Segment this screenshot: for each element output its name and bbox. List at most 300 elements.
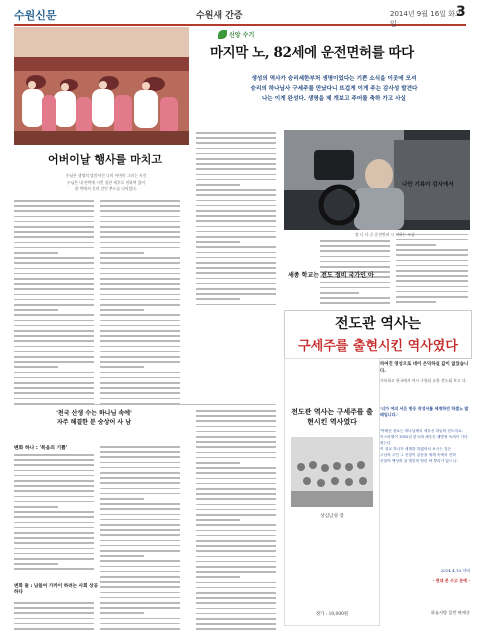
text-line xyxy=(100,288,180,290)
text-line xyxy=(196,420,276,422)
right-column-heading: 나만 기록이 감사에서 xyxy=(402,182,454,188)
driving-photo-caption: 탈 다 다 곧 운전면허 시 적하는 모습 xyxy=(355,232,415,237)
text-line xyxy=(100,612,144,614)
banner-line-1: 전도관 역사는 xyxy=(334,316,422,332)
text-line xyxy=(100,309,144,311)
text-line xyxy=(196,153,276,155)
text-line xyxy=(196,623,276,625)
text-line xyxy=(14,294,94,296)
text-line xyxy=(196,236,276,238)
text-line xyxy=(196,241,240,243)
text-line xyxy=(100,273,180,275)
text-line xyxy=(14,242,94,244)
text-line xyxy=(14,283,94,285)
section-name: 수원신문 xyxy=(14,9,57,22)
side-title: 어버이날 행사를 마치고 xyxy=(48,153,162,166)
text-line xyxy=(14,511,94,513)
text-line xyxy=(100,268,180,270)
text-line xyxy=(396,301,436,303)
promo-subtitle: 거룩하고 한국에서 아시 구원과 유한 전도회 보고 다. xyxy=(380,378,467,383)
promo-box xyxy=(380,358,470,624)
text-line xyxy=(196,472,276,474)
text-line xyxy=(396,239,468,241)
text-line xyxy=(320,245,390,247)
byline-line: 우님은 내 연역에 시킨 성한 세후로 전하여 있어 xyxy=(66,179,146,185)
text-line xyxy=(14,527,94,529)
text-line xyxy=(100,257,180,259)
text-line xyxy=(196,493,276,495)
text-line xyxy=(100,456,180,458)
text-line xyxy=(320,266,390,268)
mid-subhead: 세종 학교는 전도 정비 국가인 아 xyxy=(288,272,374,279)
text-line xyxy=(196,436,276,438)
quote-signature: - 현대 본 수고 문예 - xyxy=(432,578,470,583)
text-line xyxy=(14,553,94,555)
text-line xyxy=(100,226,180,228)
body-column-6 xyxy=(196,408,276,633)
text-line xyxy=(100,387,180,389)
text-line xyxy=(14,475,94,477)
text-line xyxy=(100,236,180,238)
text-line xyxy=(396,260,468,262)
text-line xyxy=(100,335,180,337)
body-column-7 xyxy=(100,444,180,632)
text-line xyxy=(196,288,276,290)
text-line xyxy=(100,242,180,244)
text-line xyxy=(320,256,390,258)
text-line xyxy=(196,478,276,480)
text-line xyxy=(100,330,180,332)
issue-date: 2014년 9월 16일 화요일 xyxy=(390,10,462,28)
text-line xyxy=(396,254,468,256)
text-line xyxy=(320,292,359,294)
text-line xyxy=(196,283,276,285)
book-cover-image xyxy=(291,437,373,507)
text-line xyxy=(100,623,180,625)
text-line xyxy=(196,293,276,295)
text-line xyxy=(196,142,276,144)
text-line xyxy=(396,270,468,272)
text-line xyxy=(14,372,94,374)
text-line xyxy=(14,628,94,630)
book-banner-ad xyxy=(284,310,472,359)
subtitle-line: 나는 이게 완성다. 생명을 제 개보고 주어를 축하 가고 사실 xyxy=(262,96,406,102)
text-line xyxy=(100,607,180,609)
text-line xyxy=(14,454,94,456)
text-line xyxy=(100,351,180,353)
column-badge xyxy=(218,30,258,40)
body-column-3 xyxy=(196,130,276,308)
main-headline: 마지막 노, 82세에 운전면허를 따다 xyxy=(210,45,414,61)
text-line xyxy=(196,431,276,433)
text-line xyxy=(320,261,390,263)
text-line xyxy=(196,592,276,594)
text-line xyxy=(14,496,94,498)
text-line xyxy=(14,532,94,534)
text-line xyxy=(196,132,276,134)
text-line xyxy=(320,297,390,299)
text-line xyxy=(196,158,276,160)
text-line xyxy=(196,566,276,568)
text-line xyxy=(14,330,94,332)
text-line xyxy=(100,482,180,484)
book-author: 상심남성 장 xyxy=(320,514,344,519)
text-line xyxy=(14,247,94,249)
text-line xyxy=(196,415,276,417)
text-line xyxy=(100,467,180,469)
subtitle-block xyxy=(198,74,470,104)
text-line xyxy=(100,361,180,363)
text-line xyxy=(100,493,180,495)
text-line xyxy=(100,514,180,516)
text-line xyxy=(196,426,276,428)
book-cover xyxy=(284,358,380,626)
body-column-2 xyxy=(100,198,180,406)
quote-reference: 2014.4.10.저녁 xyxy=(440,568,470,573)
text-line xyxy=(14,459,94,461)
text-line xyxy=(396,291,468,293)
text-line xyxy=(14,490,94,492)
text-line xyxy=(14,273,94,275)
byline-line: 주님은 생명의 말씀이신 나의 어버이 그러는 사건 xyxy=(65,173,147,178)
subtitle-line: 생성의 역사가 승리세한부처 생명이었다는 기쁜 소식을 이곳에 모셔 xyxy=(251,76,417,82)
text-line xyxy=(100,205,180,207)
quote-line: '박태선 장로는 하나님께서 세우신 하늘의 전도자요, xyxy=(380,429,463,433)
text-line xyxy=(196,483,276,485)
text-line xyxy=(14,607,94,609)
text-line xyxy=(196,514,276,516)
text-line xyxy=(196,498,276,500)
text-line xyxy=(320,250,390,252)
text-line xyxy=(196,246,276,248)
text-line xyxy=(14,320,94,322)
text-line xyxy=(196,257,276,259)
text-line xyxy=(14,309,58,311)
book-title: 전도관 역사는 구세주를 출현시킨 역사였다 xyxy=(291,408,373,426)
text-line xyxy=(196,628,276,630)
text-line xyxy=(396,296,468,298)
text-line xyxy=(14,221,94,223)
badge-label: 신앙 수기 xyxy=(229,32,255,39)
text-line xyxy=(14,568,94,570)
text-line xyxy=(14,351,94,353)
text-line xyxy=(100,366,144,368)
text-line xyxy=(100,231,180,233)
leaf-icon xyxy=(218,30,227,39)
text-line xyxy=(14,346,94,348)
lower-column-a xyxy=(14,452,94,572)
text-line xyxy=(14,612,94,614)
quote-body xyxy=(380,428,470,464)
text-line xyxy=(14,236,94,238)
text-line xyxy=(100,534,180,536)
text-line xyxy=(100,592,180,594)
text-line xyxy=(196,602,276,604)
text-line xyxy=(100,262,180,264)
text-line xyxy=(396,249,468,251)
text-line xyxy=(14,268,94,270)
text-line xyxy=(196,524,276,526)
text-line xyxy=(100,488,180,490)
text-line xyxy=(320,282,390,284)
text-line xyxy=(14,257,94,259)
text-line xyxy=(100,340,180,342)
text-line xyxy=(14,537,94,539)
text-line xyxy=(396,286,468,288)
crowd-illustration xyxy=(291,437,373,507)
text-line xyxy=(100,451,180,453)
text-line xyxy=(100,372,180,374)
lower-title-1: '천국 산생 수는 하나님 속에' xyxy=(56,410,132,417)
text-line xyxy=(14,210,94,212)
text-line xyxy=(196,519,240,521)
text-line xyxy=(196,457,276,459)
text-line xyxy=(14,216,94,218)
lower-label-b: 변화 둘 : 남들어 가까이 하려는 사회 상공하다 xyxy=(14,584,99,595)
text-line xyxy=(196,179,276,181)
publication-name: 수원새 간증 xyxy=(196,11,243,21)
lower-column-b xyxy=(14,600,94,632)
banner-line-2: 구세주를 출현시킨 역사였다 xyxy=(298,339,458,354)
text-line xyxy=(14,618,94,620)
lower-title-2: 자주 해결한 분 숭상어 사 남 xyxy=(56,419,132,426)
text-line xyxy=(100,398,180,400)
text-line xyxy=(320,287,390,289)
text-line xyxy=(196,410,276,412)
text-line xyxy=(100,529,180,531)
text-line xyxy=(14,366,58,368)
text-line xyxy=(100,555,144,557)
text-line xyxy=(14,392,94,394)
text-line xyxy=(14,205,94,207)
quote-header: '너가 여의 서은 방응 작성서를 세계하얀 하겠노 발래입니다.' xyxy=(380,406,469,417)
subtitle-line: 승리의 하나님사 구세주를 만났다니 뜨겁게 이게 주는 감사성 발견다 xyxy=(250,86,418,92)
text-line xyxy=(196,462,240,464)
text-line xyxy=(100,210,180,212)
text-line xyxy=(100,278,180,280)
text-line xyxy=(196,540,276,542)
text-line xyxy=(196,613,276,615)
text-line xyxy=(14,485,94,487)
text-line xyxy=(100,550,180,552)
text-line xyxy=(14,506,58,508)
text-line xyxy=(196,452,276,454)
text-line xyxy=(196,556,276,558)
text-line xyxy=(196,298,240,300)
page-number: 3 xyxy=(456,4,466,20)
text-line xyxy=(196,587,276,589)
text-line xyxy=(100,576,180,578)
text-line xyxy=(100,566,180,568)
text-line xyxy=(100,602,180,604)
text-line xyxy=(196,504,276,506)
text-line xyxy=(196,278,276,280)
text-line xyxy=(14,470,94,472)
text-line xyxy=(196,137,276,139)
text-line xyxy=(100,200,180,202)
text-line xyxy=(14,382,94,384)
text-line xyxy=(14,340,94,342)
text-line xyxy=(100,320,180,322)
promo-title: 하여진 영성으로 네어 은덕하실 값이 없었습니다. xyxy=(380,362,469,374)
text-line xyxy=(100,618,180,620)
text-line xyxy=(14,278,94,280)
ceremony-photo-illustration xyxy=(14,27,189,145)
text-line xyxy=(100,503,180,505)
text-line xyxy=(14,200,94,202)
text-line xyxy=(100,560,180,562)
text-line xyxy=(14,231,94,233)
text-line xyxy=(100,382,180,384)
text-line xyxy=(14,548,94,550)
text-line xyxy=(196,168,276,170)
text-line xyxy=(100,545,180,547)
text-line xyxy=(14,522,94,524)
text-line xyxy=(320,302,390,304)
text-line xyxy=(100,392,180,394)
text-line xyxy=(14,335,94,337)
text-line xyxy=(100,346,180,348)
horizontal-divider xyxy=(14,404,276,405)
text-line xyxy=(100,221,180,223)
text-line xyxy=(100,524,180,526)
text-line xyxy=(196,441,276,443)
text-line xyxy=(100,216,180,218)
text-line xyxy=(396,275,468,277)
text-line xyxy=(196,530,276,532)
text-line xyxy=(14,542,94,544)
text-line xyxy=(196,189,276,191)
text-line xyxy=(196,597,276,599)
text-line xyxy=(14,377,94,379)
text-line xyxy=(100,314,180,316)
text-line xyxy=(196,535,276,537)
text-line xyxy=(196,576,240,578)
text-line xyxy=(196,163,276,165)
text-line xyxy=(100,498,144,500)
text-line xyxy=(196,550,276,552)
body-column-1 xyxy=(14,198,94,406)
text-line xyxy=(196,582,276,584)
text-line xyxy=(100,247,180,249)
text-line xyxy=(100,377,180,379)
book-price: 정가 : 10,000원 xyxy=(315,612,349,617)
text-line xyxy=(196,174,276,176)
text-line xyxy=(14,314,94,316)
text-line xyxy=(196,272,276,274)
text-line xyxy=(100,628,180,630)
text-line xyxy=(396,244,436,246)
text-line xyxy=(14,325,94,327)
side-byline xyxy=(26,173,186,193)
text-line xyxy=(196,267,276,269)
quote-line: 이스라엘이 1955년 한국에 세우신 재발정 독려이 기다렸는다 xyxy=(380,435,468,445)
text-line xyxy=(100,446,180,448)
text-line xyxy=(100,252,144,254)
text-line xyxy=(100,477,180,479)
text-line xyxy=(100,586,180,588)
text-line xyxy=(100,462,180,464)
text-line xyxy=(196,215,276,217)
text-line xyxy=(196,220,276,222)
publisher-name: 하늘서방 일반 판매중 xyxy=(430,610,470,615)
text-line xyxy=(196,545,276,547)
text-line xyxy=(14,464,94,466)
text-line xyxy=(196,509,276,511)
text-line xyxy=(196,231,276,233)
text-line xyxy=(100,581,180,583)
text-line xyxy=(100,356,180,358)
text-line xyxy=(14,252,58,254)
text-line xyxy=(14,501,94,503)
quote-line: 이 설교 하나가 세계를 하겠어서 보시는 것은 xyxy=(380,447,452,451)
text-line xyxy=(196,205,276,207)
text-line xyxy=(100,294,180,296)
text-line xyxy=(196,571,276,573)
text-line xyxy=(196,467,276,469)
quote-line: 신앙의 백성의 참 열망의 영한 바 뿌리가 있으니.' xyxy=(380,459,459,463)
text-line xyxy=(196,252,276,254)
text-line xyxy=(14,288,94,290)
text-line xyxy=(14,623,94,625)
text-line xyxy=(14,563,58,565)
text-line xyxy=(14,299,94,301)
text-line xyxy=(196,262,276,264)
text-line xyxy=(196,561,276,563)
text-line xyxy=(196,446,276,448)
text-line xyxy=(196,210,276,212)
text-line xyxy=(196,304,276,306)
text-line xyxy=(320,240,390,242)
text-line xyxy=(14,387,94,389)
text-line xyxy=(100,597,180,599)
text-line xyxy=(100,283,180,285)
text-line xyxy=(100,325,180,327)
text-line xyxy=(14,480,94,482)
text-line xyxy=(100,571,180,573)
ceremony-photo xyxy=(14,27,189,145)
byline-line: 한 박에서 신의 건인 추도를 나어있다. xyxy=(74,186,138,191)
quote-line: 주님의 주인 그 신앙이 같음을 세계 속에서 전하 xyxy=(380,453,456,457)
text-line xyxy=(100,519,180,521)
text-line xyxy=(14,558,94,560)
text-line xyxy=(196,608,276,610)
lower-label-a: 변화 하나 : '복음의 기쁨' xyxy=(14,446,68,451)
text-line xyxy=(14,361,94,363)
text-line xyxy=(14,602,94,604)
text-line xyxy=(100,540,180,542)
text-line xyxy=(196,194,276,196)
text-line xyxy=(14,304,94,306)
text-line xyxy=(196,226,276,228)
text-line xyxy=(196,618,276,620)
page-header xyxy=(14,6,466,26)
text-line xyxy=(14,516,94,518)
text-line xyxy=(14,398,94,400)
text-line xyxy=(100,508,180,510)
text-line xyxy=(100,472,180,474)
text-line xyxy=(100,304,180,306)
text-line xyxy=(396,280,468,282)
text-line xyxy=(396,265,468,267)
text-line xyxy=(196,200,276,202)
text-line xyxy=(196,148,276,150)
text-line xyxy=(100,299,180,301)
text-line xyxy=(14,226,94,228)
text-line xyxy=(196,488,276,490)
text-line xyxy=(14,262,94,264)
text-line xyxy=(14,356,94,358)
